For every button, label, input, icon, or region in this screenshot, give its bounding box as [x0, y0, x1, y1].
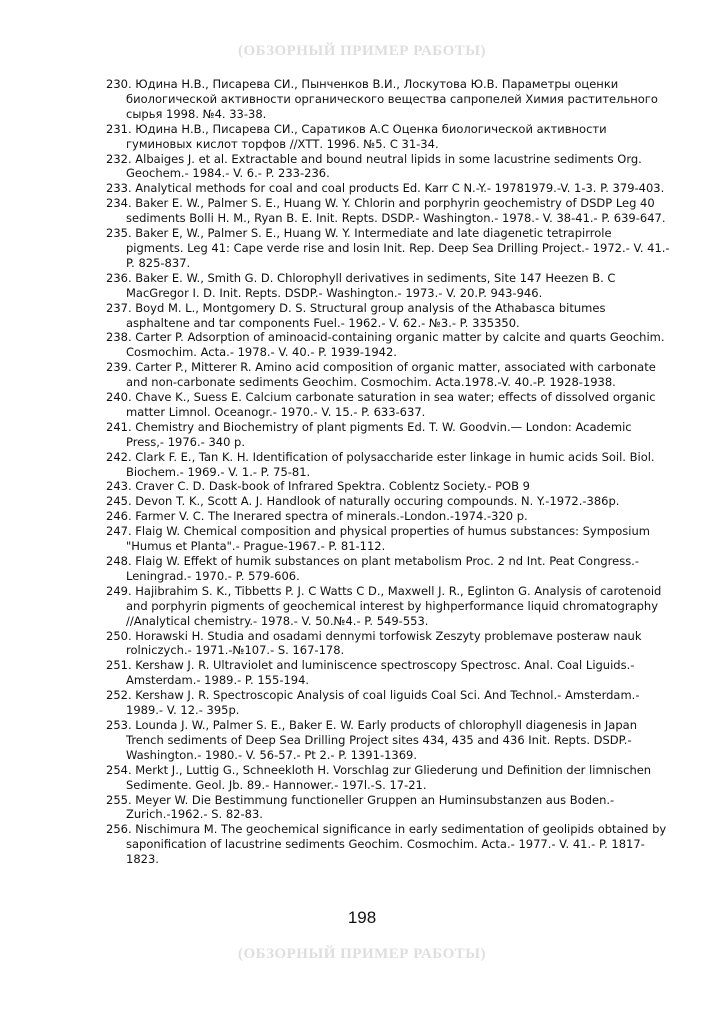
reference-item: 242. Clark F. E., Tan K. H. Identification of polysaccharide ester linkage in humic acids Soil. Biol. Biochem.- 1969.- V. 1.- P. 75-81. [106, 449, 655, 479]
watermark-top: (ОБЗОРНЫЙ ПРИМЕР РАБОТЫ) [237, 43, 486, 59]
reference-item: 246. Farmer V. C. The Inerared spectra of minerals.-London.-1974.-320 p. [106, 509, 528, 524]
reference-item: 233. Analytical methods for coal and coal products Ed. Karr C N.-Y.- 19781979.-V. 1-3. P. 379-403. [106, 181, 665, 196]
reference-item: 234. Baker E. W., Palmer S. E., Huang W. Y. Chlorin and porphyrin geochemistry of DSDP Leg 40 sediments Bolli H. M., Ryan B. E. Init. Repts. DSDP.- Washington.- 1978.- V. 38-41.- P. 639-647. [106, 196, 666, 226]
reference-item: 247. Flaig W. Chemical composition and physical properties of humus substances: Symposium "Humus et Planta".- Prague-1967.- P. 81-112. [106, 524, 650, 554]
watermark-bottom: (ОБЗОРНЫЙ ПРИМЕР РАБОТЫ) [237, 946, 486, 962]
reference-item: 231. Юдина Н.В., Писарева СИ., Саратиков А.С Оценка биологической активности гуминовых кислот торфов //ХТТ. 1996. №5. С 31-34. [106, 121, 607, 151]
reference-item: 253. Lounda J. W., Palmer S. E., Baker E. W. Early products of chlorophyll diagenesis in Japan Trench sediments of Deep Sea Drilling Project sites 434, 435 and 436 Init. Repts. DSDP.- Washington.- 1980.- V. 56-57.- Pt 2.- P. 1391-1369. [106, 717, 637, 762]
reference-item: 237. Boyd M. L., Montgomery D. S. Structural group analysis of the Athabasca bitumes asphaltene and tar components Fuel.- 1962.- V. 62.- №3.- P. 335350. [106, 300, 606, 330]
reference-item: 238. Carter P. Adsorption of aminoacid-containing organic matter by calcite and quarts Geochim. Cosmochim. Acta.- 1978.- V. 40.- P. 1939-1942. [106, 330, 665, 360]
reference-item: 241. Chemistry and Biochemistry of plant pigments Ed. T. W. Goodvin.— London: Academic Press,- 1976.- 340 p. [106, 419, 632, 449]
reference-list [106, 77, 672, 867]
reference-item: 255. Meyer W. Die Bestimmung functioneller Gruppen an Huminsubstanzen aus Boden.- Zurich.-1962.- S. 82-83. [106, 792, 615, 822]
reference-item: 245. Devon T. K., Scott A. J. Handlook of naturally occuring compounds. N. Y.-1972.-386p. [106, 494, 620, 509]
reference-item: 251. Kershaw J. R. Ultraviolet and luminiscence spectroscopy Spectrosc. Anal. Coal Liguids.- Amsterdam.- 1989.- P. 155-194. [106, 658, 635, 688]
reference-item: 254. Merkt J., Luttig G., Schneekloth H. Vorschlag zur Gliederung und Definition der limnischen Sedimente. Geol. Jb. 89.- Hannower.- 197l.-S. 17-21. [106, 762, 652, 792]
reference-item: 249. Hajibrahim S. K., Tibbetts P. J. C Watts C D., Maxwell J. R., Eglinton G. Analysis of carotenoid and porphyrin pigments of geochemical interest by highperformance liquid chromatography //Analytical chemistry.- 1978.- V. 50.№4.- P. 549-553. [106, 583, 662, 628]
reference-item: 240. Chave K., Suess E. Calcium carbonate saturation in sea water; effects of dissolved organic matter Limnol. Oceanogr.- 1970.- V. 15.- P. 633-637. [106, 390, 656, 419]
reference-item: 236. Baker E. W., Smith G. D. Chlorophyll derivatives in sediments, Site 147 Heezen B. C MacGregor I. D. Init. Repts. DSDP.- Washington.- 1973.- V. 20.P. 943-946. [106, 270, 616, 300]
reference-item: 239. Carter P., Mitterer R. Amino acid composition of organic matter, associated with carbonate and non-carbonate sediments Geochim. Cosmochim. Acta.1978.-V. 40.-P. 1928-1938. [106, 360, 656, 390]
reference-item: 256. Nischimura M. The geochemical significance in early sedimentation of geolipids obtained by saponification of lacustrine sediments Geochim. Cosmochim. Acta.- 1977.- V. 41.- P. 1817-1823. [106, 822, 667, 867]
reference-item: 248. Flaig W. Effekt of humik substances on plant metabolism Proc. 2 nd Int. Peat Congress.- Leningrad.- 1970.- P. 579-606. [106, 554, 639, 583]
reference-item: 232. Albaiges J. et al. Extractable and bound neutral lipids in some lacustrine sediments Org. Geochem.- 1984.- V. 6.- P. 233-236. [106, 151, 642, 181]
reference-item: 252. Kershaw J. R. Spectroscopic Analysis of coal liguids Coal Sci. And Technol.- Amsterdam.- 1989.- V. 12.- 395p. [106, 688, 640, 718]
reference-item: 243. Craver C. D. Dask-book of Infrared Spektra. Coblentz Society.- POB 9 [106, 479, 530, 494]
reference-item: 230. Юдина Н.В., Писарева СИ., Пынченков В.И., Лоскутова Ю.В. Параметры оценки биологической активности органического вещества сапропелей Химия растительного сырья 1998. №4. 33-38. [106, 77, 658, 121]
page-number: 198 [347, 908, 377, 927]
reference-item: 250. Horawski H. Studia and osadami dennymi torfowisk Zeszyty problemave posteraw nauk rolniczych.- 1971.-№107.- S. 167-178. [106, 628, 642, 658]
reference-item: 235. Baker E, W., Palmer S. E., Huang W. Y. Intermediate and late diagenetic tetrapirrole pigments. Leg 41: Cape verde rise and losin Init. Rep. Deep Sea Drilling Project.- 1972.- V. 41.- P. 825-837. [106, 226, 670, 270]
